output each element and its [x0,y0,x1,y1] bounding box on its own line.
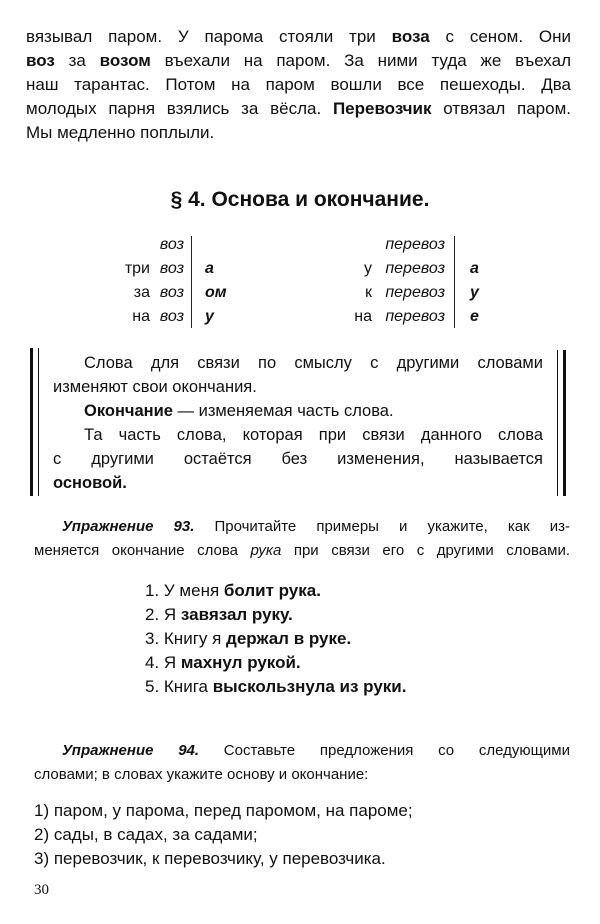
table-right-ending [470,233,500,257]
intro-line-2: воз за возом въехали на паром. За ними туда же въехал [26,51,571,70]
table-right-stem: перевоз [385,236,445,253]
list-94-item: 1) паром, у парома, перед паромом, на пароме; [34,801,413,820]
exercise-94-label: Упражнение 94. [62,742,200,759]
table-left-prep: за [133,284,150,301]
rule-line-2: изменяют свои окончания. [53,378,257,396]
rule-bar-left-inner [38,348,39,496]
rule-line-6: основой. [53,474,127,492]
exercise-93-label: Упражнение 93. [62,518,195,535]
list-93-item: 3. Книгу я держал в руке. [145,629,352,648]
table-right-ending: у [470,284,479,301]
rule-bar-right-outer [563,350,566,496]
table-right-stem: перевоз [385,260,445,277]
table-left-ending: а [205,260,214,277]
table-left-stem: воз [159,308,184,325]
page-number: 30 [34,882,49,898]
rule-bar-right-inner [557,350,558,496]
rule-bar-left-outer [30,348,33,496]
table-right-stem: перевоз [385,308,445,325]
table-left-prep: на [132,308,150,325]
rule-line-5: с другими остаётся без изменения, называется [53,450,543,468]
rule-line-4: Та часть слова, которая при связи данного слова [84,426,543,444]
section-title: § 4. Основа и окончание. [170,188,430,211]
list-93-item: 5. Книга выскользнула из руки. [145,677,407,696]
intro-line-1: вязывал паром. У парома стояли три воза с сеном. Они [26,27,571,46]
table-left-ending: ом [205,284,227,301]
table-left-stem: воз [159,236,184,253]
list-93-item: 2. Я завязал руку. [145,605,293,624]
list-93-item: 1. У меня болит рука. [145,581,321,600]
exercise-94-line-1: Упражнение 94. Составьте предложения со следующими [62,742,570,759]
table-left-prep: три [124,260,150,277]
rule-line-1: Слова для связи по смыслу с другими словами [84,354,543,372]
table-right-divider [454,236,455,328]
table-left-divider [191,236,192,328]
table-right-prep: у [364,260,372,277]
table-left-ending [205,233,245,257]
table-left-prep [100,233,150,257]
table-left-stem: воз [159,284,184,301]
intro-line-4: молодых парня взялись за вёсла. Перевозчик отвязал паром. [26,99,571,118]
exercise-93-line-2: меняется окончание слова рука при связи его с другими словами. [34,542,570,559]
table-right-ending: а [470,260,479,277]
table-right-prep: на [354,308,372,325]
rule-line-3: Окончание — изменяемая часть слова. [84,402,394,420]
exercise-94-line-2: словами; в словах укажите основу и окончание: [34,766,369,783]
intro-line-5: Мы медленно поплыли. [26,123,215,142]
table-left-ending: у [205,308,214,325]
table-right-prep: к [365,284,372,301]
table-left-stem: воз [159,260,184,277]
exercise-93-line-1: Упражнение 93. Прочитайте примеры и укажите, как из- [62,518,570,535]
list-93-item: 4. Я махнул рукой. [145,653,301,672]
intro-line-3: наш тарантас. Потом на паром вошли все пешеходы. Два [26,75,571,94]
list-94-item: 2) сады, в садах, за садами; [34,825,258,844]
table-right-stem: перевоз [385,284,445,301]
table-right-ending: е [470,308,479,325]
list-94-item: 3) перевозчик, к перевозчику, у перевозчика. [34,849,386,868]
table-right-prep [330,233,372,257]
